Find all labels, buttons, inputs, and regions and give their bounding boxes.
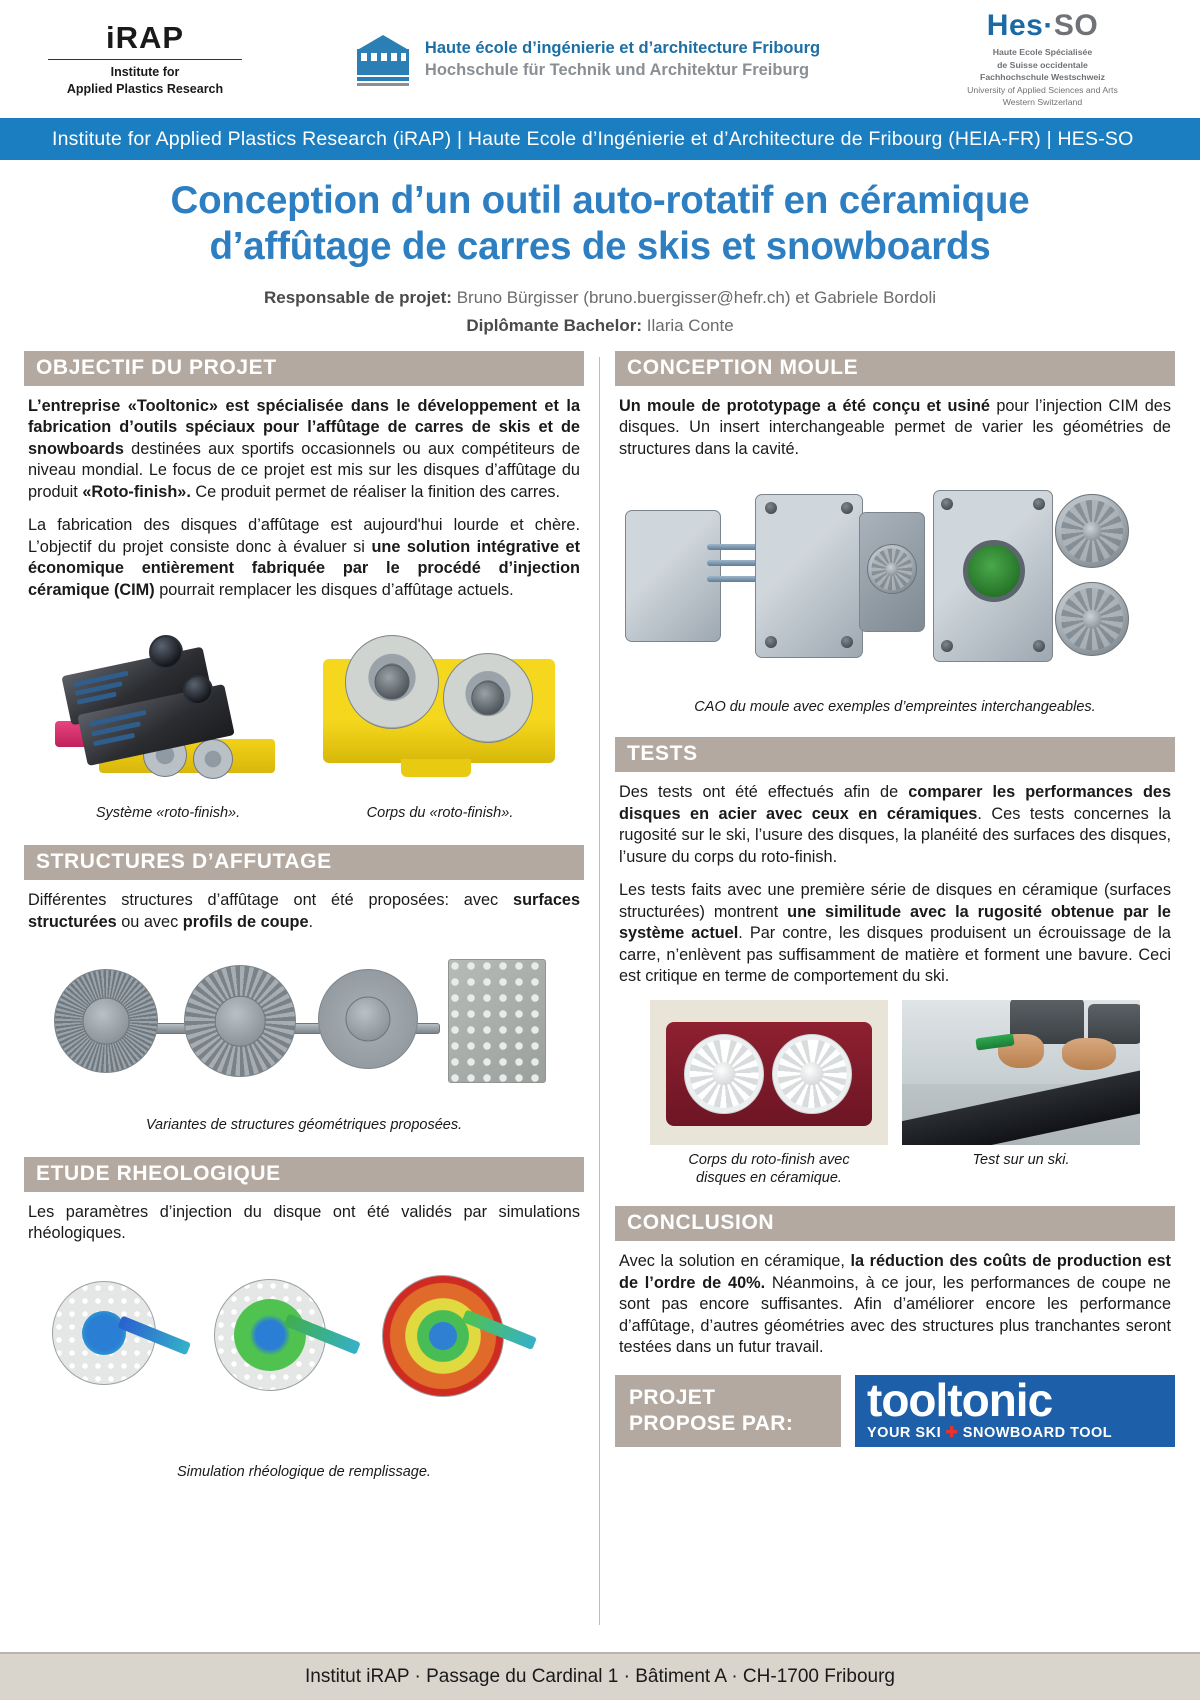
objectif-p2-text-a: La fabrication des disques d’affûtage est aujourd'hui lourde et chère. L’objectif du projet consiste donc à évaluer si <box>28 516 580 556</box>
objectif-p2-bold-b: une solution intégrative et économique entièrement fabriquée par le procédé d’injection céramique (CIM) <box>28 537 580 599</box>
insert-center <box>1083 522 1102 541</box>
structures-p1-c: ou avec <box>116 912 183 931</box>
rheology-simulation-image <box>24 1257 544 1457</box>
rheologie-paragraph-1: Les paramètres d’injection du disque ont été validés par simulations rhéologiques. <box>28 1202 580 1243</box>
disc-inner-hub <box>215 996 266 1047</box>
sim-fill-core-1 <box>82 1311 126 1355</box>
tests-p2-c: . Par contre, les disques produisent un écrouissage de la carre, n’enlèvent pas suffisamment de matière et forment une bavure. Ceci est critique en terme de comportement du ski. <box>619 924 1171 986</box>
heia-line-de: Hochschule für Technik und Architektur Freiburg <box>424 61 810 79</box>
rib <box>93 733 135 747</box>
dimple-surface-closeup <box>448 959 546 1083</box>
responsable-line <box>40 284 1160 311</box>
section-heading-objectif: OBJECTIF DU PROJET <box>24 351 584 386</box>
ceramic-disc-white-left <box>684 1034 764 1114</box>
section-heading-structures: STRUCTURES D’AFFUTAGE <box>24 845 584 880</box>
proposed-by-line2: PROPOSE PAR: <box>629 1412 794 1436</box>
mould-cad-image <box>615 472 1135 692</box>
hes-sub-l5: Western Switzerland <box>1002 97 1083 108</box>
adjust-knob-upper <box>149 635 183 669</box>
disc-hub <box>375 665 410 700</box>
disc-hub <box>471 682 504 715</box>
hes-so-subtitle <box>915 46 1170 109</box>
hes-sub-l4: University of Applied Sciences and Arts <box>967 84 1118 95</box>
hes-sub-l2: de Suisse occidentale <box>997 59 1088 70</box>
tooltonic-wordmark: tooltonic <box>867 1374 1053 1427</box>
objectif-p1-text-d: Ce produit permet de réaliser la finition des carres. <box>190 482 561 501</box>
ceramic-disc-left <box>345 635 439 729</box>
proposed-by-label <box>615 1375 841 1448</box>
conclusion-p1-bold-b: la réduction des coûts de production est de l’ordre de 40%. <box>619 1252 1171 1292</box>
page-title-line2: d’affûtage de carres de skis et snowboards <box>209 225 991 269</box>
tagline-part-a: YOUR SKI <box>867 1424 946 1441</box>
title-block <box>0 160 1200 345</box>
moule-paragraph-1 <box>615 396 1175 461</box>
section-heading-rheologie: ETUDE RHEOLOGIQUE <box>24 1157 584 1192</box>
structures-p1-a: Différentes structures d’affûtage ont été proposées: avec <box>28 891 514 910</box>
institute-band-text: Institute for Applied Plastics Research (iRAP) | Haute Ecole d’Ingénierie et d’Architecture de Fribourg (HEIA-FR) | HES-SO <box>52 127 1134 150</box>
diplomante-value: Ilaria Conte <box>642 315 734 335</box>
tests-p1-a: Des tests ont été effectués afin de <box>619 783 909 802</box>
interchangeable-insert-a <box>1055 494 1129 568</box>
structures-p1-bold-b: surfaces structurées <box>28 891 580 931</box>
structured-disc-coarse <box>184 965 296 1077</box>
tooltonic-tagline <box>867 1425 1165 1441</box>
ceramic-disc-right <box>443 653 533 743</box>
section-heading-conclusion: CONCLUSION <box>615 1206 1175 1241</box>
figure-structure-variants <box>24 945 584 1135</box>
roto-finish-body-image <box>309 613 571 798</box>
grinding-disc-b <box>193 739 233 779</box>
caption-red-body <box>650 1151 888 1189</box>
page-title-line1: Conception d’un outil auto-rotatif en céramique <box>170 179 1030 222</box>
objectif-p1-bold-c: «Roto-finish». <box>82 482 191 501</box>
poster-columns <box>0 345 1200 1635</box>
interchangeable-insert-b <box>1055 582 1129 656</box>
footer-text: Institut iRAP · Passage du Cardinal 1 · Bâtiment A · CH-1700 Fribourg <box>305 1666 895 1687</box>
diplomante-label: Diplômante Bachelor: <box>466 315 643 335</box>
structured-disc-dimpled <box>318 969 418 1069</box>
figure-roto-finish-body <box>309 613 571 823</box>
authors-block <box>40 284 1160 338</box>
disc-inner-hub <box>345 997 390 1042</box>
diplomante-line <box>40 312 1160 339</box>
structured-disc-radial <box>54 969 158 1073</box>
disc-inner-hub <box>83 998 130 1045</box>
structure-variants-image <box>24 945 554 1110</box>
hand-left <box>1062 1038 1116 1070</box>
caption-red-body-line2: disques en céramique. <box>696 1170 842 1187</box>
objectif-p1-text-b: destinées aux sportifs occasionnels ou aux compétiteurs de niveau mondial. Le focus de ce projet est mis sur les disques d’affûtage du produit <box>28 439 581 501</box>
tests-paragraph-2 <box>615 880 1175 988</box>
structures-paragraph-1 <box>24 890 584 933</box>
heia-line-fr: Haute école d’ingénierie et d’architecture Fribourg <box>424 38 821 57</box>
page-title <box>40 178 1160 270</box>
irap-logo <box>30 20 260 98</box>
figure-mould-cad <box>615 472 1175 717</box>
sim-fill-core-2 <box>234 1299 306 1371</box>
insert-center <box>1083 610 1102 629</box>
figure-ski-test <box>902 1000 1140 1189</box>
caption-ski-test: Test sur un ski. <box>972 1151 1070 1168</box>
caption-rheology-simulation: Simulation rhéologique de remplissage. <box>177 1463 431 1480</box>
objectif-p1-bold-a: L’entreprise «Tooltonic» est spécialisée dans le développement et la fabrication d’outils spéciaux pour l’affûtage de carres de skis et de snowboards <box>28 396 580 458</box>
irap-wordmark: iRAP <box>105 20 185 56</box>
column-divider <box>599 357 600 1625</box>
caption-red-body-line1: Corps du roto-finish avec <box>688 1151 850 1168</box>
tests-figure-row <box>615 1000 1175 1189</box>
ski-test-image <box>902 1000 1140 1145</box>
conclusion-p1-a: Avec la solution en céramique, <box>619 1252 851 1271</box>
sim-disc-stage-3 <box>382 1275 504 1397</box>
tests-p1-bold-b: comparer les performances des disques en acier avec ceux en céramiques <box>619 783 1171 823</box>
hes-so-logo <box>915 9 1170 109</box>
structures-p1-bold-d: profils de coupe <box>182 912 309 931</box>
irap-subtitle-line1: Institute for <box>110 65 180 80</box>
tooltonic-logo <box>855 1375 1175 1448</box>
roto-finish-system-image <box>37 613 299 798</box>
irap-subtitle-line2: Applied Plastics Research <box>66 82 224 96</box>
irap-rule <box>48 59 242 60</box>
mould-plate-middle <box>755 494 863 658</box>
left-column <box>24 351 584 1635</box>
tests-paragraph-1 <box>615 782 1175 868</box>
hes-sub-l3: Fachhochschule Westschweiz <box>980 72 1105 83</box>
hes-word-main: Hes <box>986 8 1044 42</box>
section-heading-tests: TESTS <box>615 737 1175 772</box>
institute-band <box>0 118 1200 160</box>
conclusion-p1-c: Néanmoins, à ce jour, les performances de coupe ne sont pas encore suffisantes. Afin d’améliorer encore les performance d’affûtage, d’autres géométries avec des structures plus tranchantes seront testées dans un futur travail. <box>619 1273 1171 1357</box>
hes-so-wordmark <box>915 9 1170 43</box>
heia-logo <box>355 29 820 89</box>
footer <box>0 1654 1200 1700</box>
figure-rheology-simulation <box>24 1257 584 1482</box>
proposed-by-line1: PROJET <box>629 1385 716 1409</box>
proposed-by-row <box>615 1375 1175 1448</box>
section-heading-moule: CONCEPTION MOULE <box>615 351 1175 386</box>
caption-mould-cad: CAO du moule avec exemples d’empreintes interchangeables. <box>694 699 1096 716</box>
mould-cavity <box>963 540 1025 602</box>
tests-p1-c: . Ces tests concernes la rugosité sur le ski, l’usure des disques, la planéité des surfaces des disques, l’usure du corps du roto-finish. <box>619 804 1171 866</box>
mould-insert-round <box>867 544 917 594</box>
ceramic-disc-white-right <box>772 1034 852 1114</box>
hes-sub-l1: Haute Ecole Spécialisée <box>992 46 1093 57</box>
figure-red-body-with-discs <box>650 1000 888 1189</box>
tests-p2-a: Les tests faits avec une première série de disques en céramique (surfaces structurées) montrent <box>619 881 1171 921</box>
tests-p2-bold-b: une similitude avec la rugosité obtenue par le système actuel <box>619 902 1171 943</box>
hes-word-dot: · <box>1043 8 1054 42</box>
structures-p1-e: . <box>308 912 314 931</box>
swiss-cross-icon: ✚ <box>945 1424 959 1441</box>
caption-roto-finish-body: Corps du «roto-finish». <box>366 805 514 822</box>
tagline-part-b: SNOWBOARD TOOL <box>958 1424 1113 1441</box>
responsable-label: Responsable de projet: <box>263 288 452 308</box>
moule-p1-text-b: pour l’injection CIM des disques. Un insert interchangeable permet de varier les géométries de structures dans la cavité. <box>619 396 1171 458</box>
objectif-p2-text-c: pourrait remplacer les disques d’affûtage actuels. <box>154 580 514 599</box>
caption-structure-variants: Variantes de structures géométriques proposées. <box>145 1117 463 1134</box>
caption-roto-finish-system: Système «roto-finish». <box>95 805 241 822</box>
objectif-paragraph-2 <box>24 515 584 601</box>
logo-bar <box>0 0 1200 118</box>
objectif-figure-row <box>24 613 584 823</box>
moule-p1-bold-a: Un moule de prototypage a été conçu et usiné <box>619 396 990 415</box>
red-body-image <box>650 1000 888 1145</box>
hes-word-so: SO <box>1053 8 1099 42</box>
right-column <box>615 351 1175 1635</box>
figure-roto-finish-system <box>37 613 299 823</box>
responsable-value: Bruno Bürgisser (bruno.buergisser@hefr.ch) et Gabriele Bordoli <box>451 288 937 308</box>
objectif-paragraph-1 <box>24 396 584 504</box>
heia-building-icon <box>355 29 411 89</box>
conclusion-paragraph-1 <box>615 1251 1175 1359</box>
